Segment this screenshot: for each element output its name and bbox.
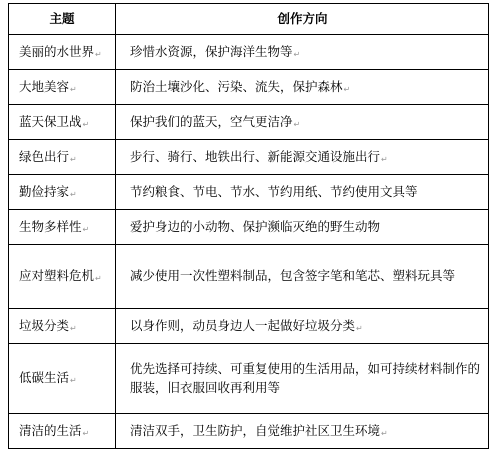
paragraph-mark-icon: ↵ — [70, 189, 77, 199]
topic-text: 蓝天保卫战 — [19, 113, 82, 129]
topic-text: 垃圾分类 — [19, 317, 70, 333]
direction-cell — [116, 414, 489, 449]
topic-cell — [9, 245, 116, 309]
table-row — [9, 245, 489, 309]
topic-cell — [9, 105, 116, 140]
topic-cell — [9, 140, 116, 175]
direction-text: 减少使用一次性塑料制品，包含签字笔和笔芯、塑料玩具等 — [130, 268, 456, 284]
paragraph-mark-icon: ↵ — [293, 119, 301, 129]
topic-cell — [9, 70, 116, 105]
paragraph-mark-icon: ↵ — [82, 428, 90, 438]
direction-cell — [116, 245, 489, 309]
paragraph-mark-icon: ↵ — [70, 376, 77, 386]
header-direction-cell — [116, 4, 489, 35]
topic-text: 勤俭持家 — [19, 183, 70, 199]
paragraph-mark-icon: ↵ — [82, 224, 90, 234]
paragraph-mark-icon: ↵ — [70, 84, 77, 94]
topic-text: 生物多样性 — [19, 218, 82, 234]
table-row — [9, 35, 489, 70]
direction-cell — [116, 344, 489, 414]
paragraph-mark-icon: ↵ — [356, 323, 363, 333]
topic-cell — [9, 344, 116, 414]
topic-cell — [9, 35, 116, 70]
theme-direction-table — [8, 3, 489, 449]
table-row — [9, 344, 489, 414]
topic-cell — [9, 309, 116, 344]
direction-cell — [116, 175, 489, 210]
paragraph-mark-icon: ↵ — [381, 428, 388, 438]
paragraph-mark-icon: ↵ — [82, 119, 90, 129]
header-topic-label: 主题 — [49, 10, 75, 26]
paragraph-mark-icon: ↵ — [95, 49, 102, 59]
paragraph-mark-icon: ↵ — [293, 49, 301, 59]
table-row — [9, 175, 489, 210]
table-row — [9, 140, 489, 175]
topic-text: 绿色出行 — [19, 148, 70, 164]
paragraph-mark-icon: ↵ — [381, 154, 388, 164]
table-row — [9, 414, 489, 449]
table-row — [9, 210, 489, 245]
table-row — [9, 70, 489, 105]
topic-cell — [9, 210, 116, 245]
topic-cell — [9, 175, 116, 210]
direction-text: 防治土壤沙化、污染、流失，保护森林 — [130, 78, 343, 94]
header-direction-label: 创作方向 — [277, 10, 328, 26]
paragraph-mark-icon: ↵ — [70, 323, 77, 333]
header-topic-cell — [9, 4, 116, 35]
topic-cell — [9, 414, 116, 449]
topic-text: 应对塑料危机 — [19, 268, 95, 284]
direction-text: 优先选择可持续、可重复使用的生活用品，如可持续材料制作的服装，旧衣服回收再利用等 — [130, 360, 481, 395]
direction-cell — [116, 70, 489, 105]
paragraph-mark-icon: ↵ — [343, 84, 351, 94]
direction-cell — [116, 210, 489, 245]
direction-text: 爱护身边的小动物、保护濒临灭绝的野生动物 — [130, 218, 381, 234]
direction-cell — [116, 309, 489, 344]
direction-text: 步行、骑行、地铁出行、新能源交通设施出行 — [130, 148, 381, 164]
table-header-row — [9, 4, 489, 35]
direction-text: 珍惜水资源，保护海洋生物等 — [130, 43, 293, 59]
paragraph-mark-icon: ↵ — [95, 274, 102, 284]
paragraph-mark-icon: ↵ — [70, 154, 77, 164]
direction-text: 清洁双手，卫生防护，自觉维护社区卫生环境 — [130, 422, 381, 438]
direction-cell — [116, 35, 489, 70]
direction-text: 节约粮食、节电、节水、节约用纸、节约使用文具等 — [130, 183, 418, 199]
topic-text: 清洁的生活 — [19, 422, 82, 438]
topic-text: 低碳生活 — [19, 370, 70, 386]
table-row — [9, 309, 489, 344]
direction-text: 以身作则，动员身边人一起做好垃圾分类 — [130, 317, 356, 333]
topic-text: 大地美容 — [19, 78, 70, 94]
direction-cell — [116, 105, 489, 140]
direction-cell — [116, 140, 489, 175]
topic-text: 美丽的水世界 — [19, 43, 95, 59]
direction-text: 保护我们的蓝天，空气更洁净 — [130, 113, 293, 129]
table-row — [9, 105, 489, 140]
